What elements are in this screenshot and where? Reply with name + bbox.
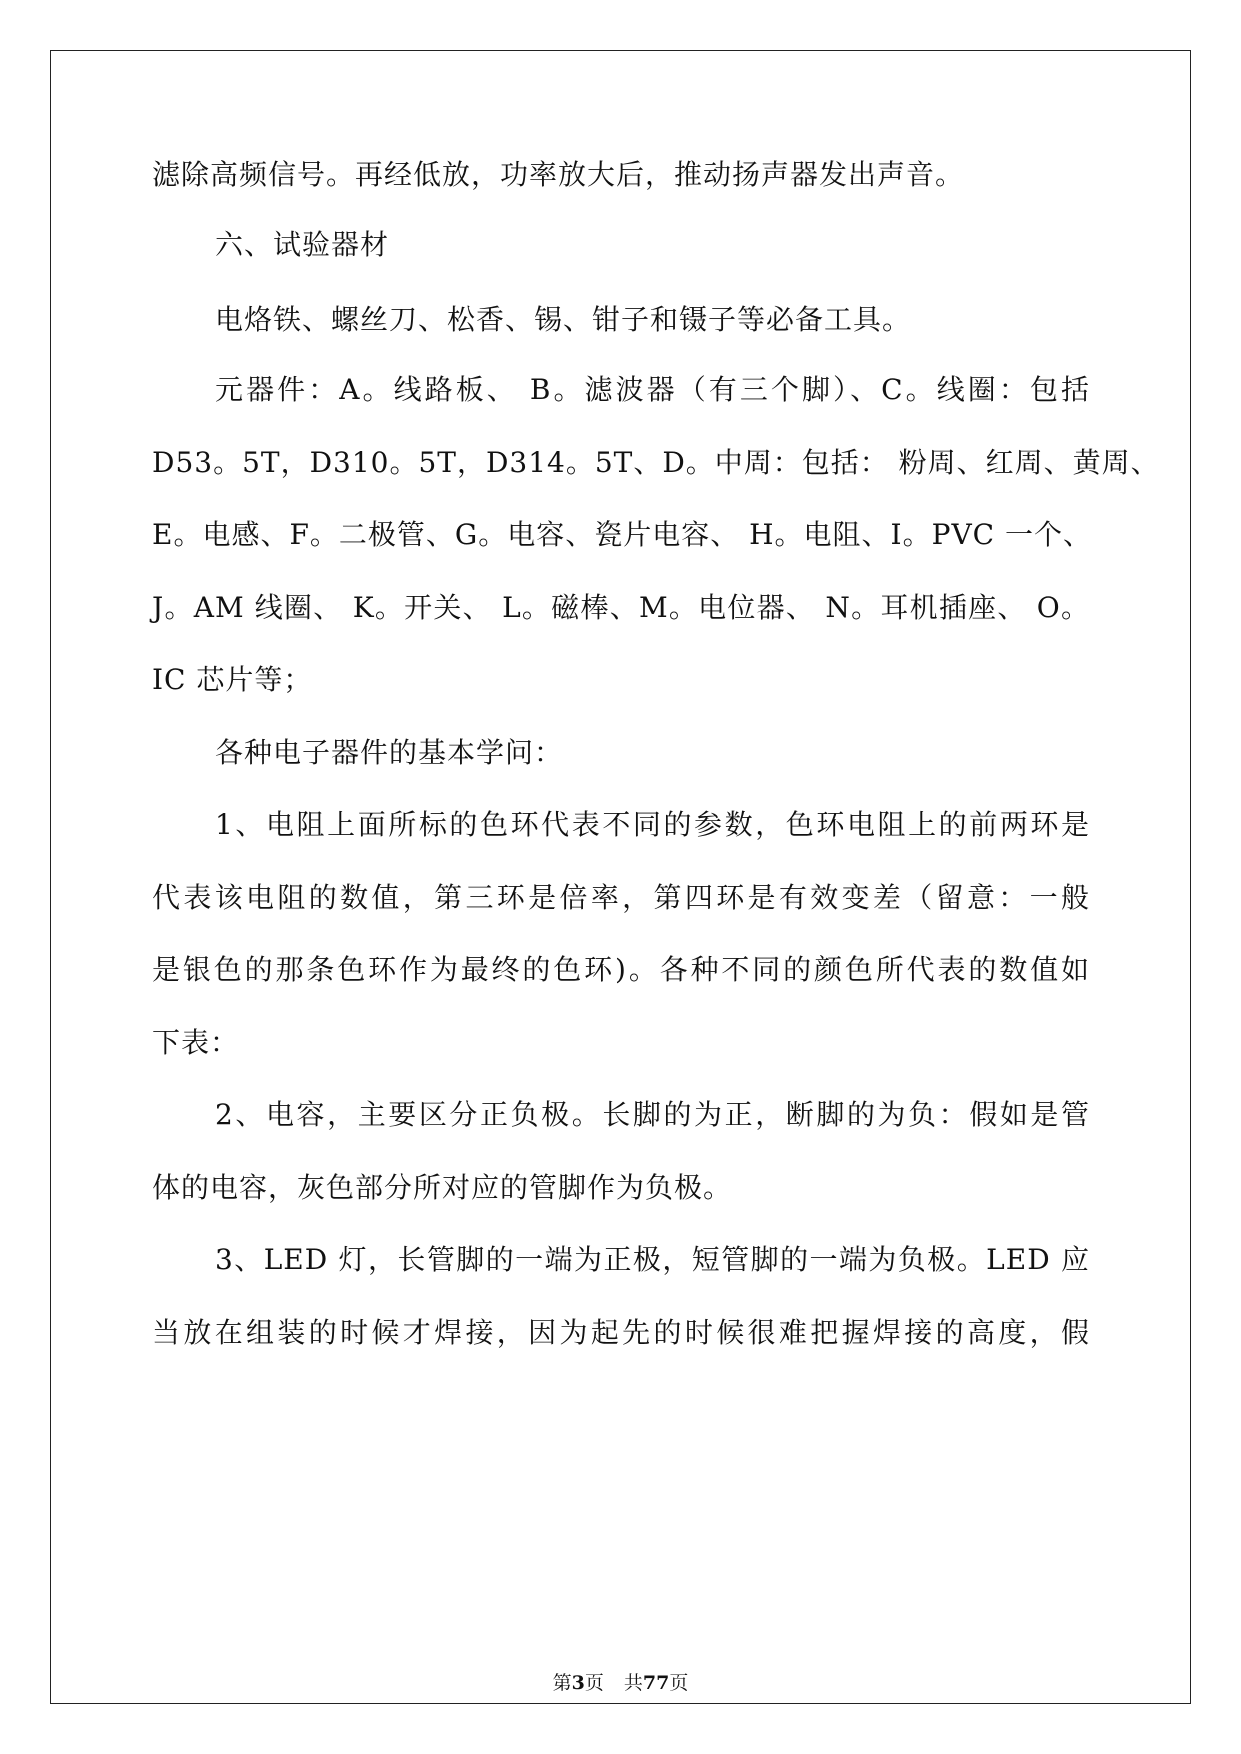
text-line-led-1: 3、LED 灯，长管脚的一端为正极，短管脚的一端为负极。LED 应	[215, 1243, 1090, 1276]
section-heading-equipment: 六、试验器材	[215, 228, 390, 261]
total-pages: 77	[642, 1672, 670, 1694]
text-line-components-3: E。电感、F。二极管、G。电容、瓷片电容、 H。电阻、I。PVC 一个、	[152, 518, 1093, 551]
total-prefix: 共	[623, 1672, 643, 1694]
text-line-resistor-3: 是银色的那条色环作为最终的色环)。各种不同的颜色所代表的数值如	[152, 953, 1090, 986]
page-footer	[0, 1671, 1241, 1695]
total-suffix: 页	[669, 1672, 689, 1694]
text-line-components-2: D53。5T，D310。5T，D314。5T、D。中周：包括： 粉周、红周、黄周、	[152, 446, 1160, 479]
text-line-1: 滤除高频信号。再经低放，功率放大后，推动扬声器发出声音。	[152, 158, 965, 191]
text-line-resistor-2: 代表该电阻的数值，第三环是倍率，第四环是有效变差（留意：一般	[152, 881, 1090, 914]
text-line-components-1: 元器件：A。线路板、 B。滤波器（有三个脚）、C。线圈：包括	[215, 373, 1090, 406]
text-line-components-5: IC 芯片等；	[152, 663, 313, 696]
page-number: 3	[571, 1672, 585, 1694]
text-line-basics-heading: 各种电子器件的基本学问：	[215, 736, 564, 769]
text-line-capacitor-1: 2、电容，主要区分正负极。长脚的为正，断脚的为负：假如是管	[215, 1098, 1090, 1131]
text-line-tools: 电烙铁、螺丝刀、松香、锡、钳子和镊子等必备工具。	[215, 303, 912, 336]
text-line-resistor-1: 1、电阻上面所标的色环代表不同的参数，色环电阻上的前两环是	[215, 808, 1090, 841]
text-line-capacitor-2: 体的电容，灰色部分所对应的管脚作为负极。	[152, 1171, 733, 1204]
text-line-led-2: 当放在组装的时候才焊接，因为起先的时候很难把握焊接的高度，假	[152, 1316, 1090, 1349]
page-prefix: 第	[552, 1672, 572, 1694]
page-border	[50, 50, 1191, 1704]
text-line-resistor-4: 下表：	[152, 1026, 240, 1059]
page-suffix: 页	[584, 1672, 604, 1694]
text-line-components-4: J。AM 线圈、 K。开关、 L。磁棒、M。电位器、 N。耳机插座、 O。	[152, 591, 1090, 624]
